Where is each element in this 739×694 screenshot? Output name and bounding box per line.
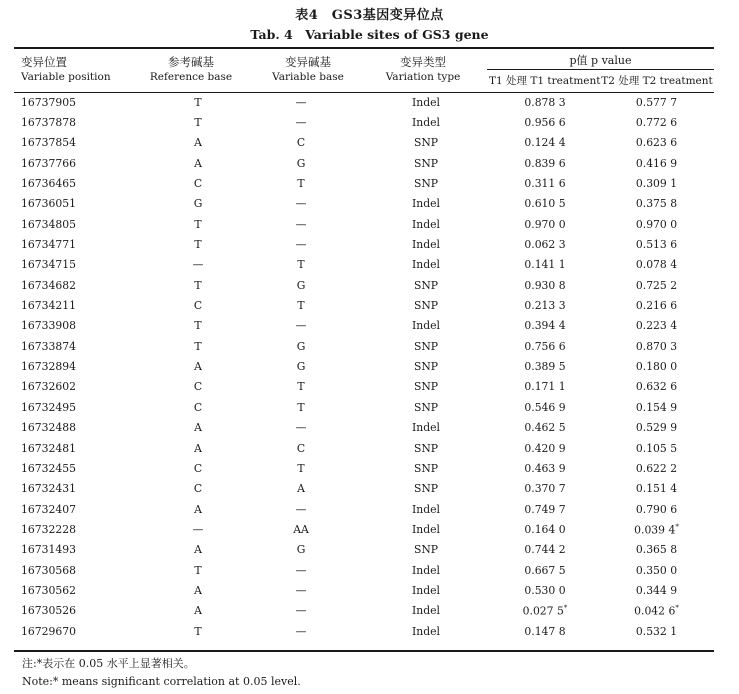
table-row [14,255,714,275]
cell-t1-pvalue: 0.930 8 [524,278,566,292]
cell-position: 16732488 [21,421,76,435]
cell-variation-type: Indel [412,421,440,435]
top-rule [14,47,714,49]
table-row [14,133,714,153]
cell-reference-base: — [192,522,204,536]
cell-t2-pvalue: 0.105 5 [635,441,678,455]
table-row [14,479,714,499]
cell-t2-pvalue: 0.622 2 [635,461,678,475]
cell-position: 16733874 [21,339,76,353]
header-p-value: p值 p value [569,54,632,67]
cell-position: 16731493 [21,543,76,557]
cell-reference-base: C [193,400,203,414]
header-t2-treatment: T2 处理 T2 treatment [601,75,713,87]
cell-t1-pvalue: 0.394 4 [524,319,566,333]
cell-reference-base: A [194,583,202,597]
significance-mark: * [563,603,568,612]
header-variation-type: 变异类型 Variation type [385,55,461,83]
cell-variation-type: Indel [412,522,440,536]
cell-variable-base: T [297,299,305,313]
cell-t1-pvalue: 0.839 6 [524,156,566,170]
cell-reference-base: A [194,156,202,170]
cell-position: 16729670 [21,624,76,638]
cell-position: 16734682 [21,278,76,292]
cell-t1-pvalue: 0.027 5* [522,603,568,618]
cell-t1-pvalue: 0.546 9 [524,400,566,414]
cell-reference-base: T [194,116,202,130]
table-row [14,173,714,193]
cell-variable-base: G [296,339,306,353]
cell-t2-pvalue: 0.039 4* [634,522,679,537]
table-row [14,112,714,132]
table-title-en: Tab. 4 Variable sites of GS3 gene [250,27,489,42]
cell-t2-pvalue: 0.216 6 [635,299,678,313]
table-row [14,356,714,376]
cell-position: 16732455 [21,461,76,475]
cell-reference-base: A [194,441,202,455]
note-en: Note:* means significant correlation at 0.05 level. [22,675,301,688]
cell-t2-pvalue: 0.375 8 [635,197,678,211]
table-row [14,540,714,560]
cell-position: 16732431 [21,482,76,496]
significance-mark: * [675,603,679,612]
table-row [14,621,714,641]
table-row [14,214,714,234]
cell-t1-pvalue: 0.756 6 [524,339,566,353]
cell-t2-pvalue: 0.623 6 [635,136,678,150]
cell-t1-pvalue: 0.462 5 [524,421,566,435]
cell-reference-base: T [194,339,202,353]
cell-reference-base: A [194,502,202,516]
cell-variation-type: Indel [412,624,440,638]
significance-mark: * [675,522,679,531]
variable-sites-table [14,92,714,641]
cell-t2-pvalue: 0.309 1 [635,177,678,191]
cell-reference-base: — [192,258,204,272]
cell-reference-base: A [194,421,202,435]
cell-reference-base: T [194,319,202,333]
table-row [14,336,714,356]
cell-reference-base: C [193,380,203,394]
cell-variation-type: Indel [412,258,440,272]
table-row [14,499,714,519]
cell-t2-pvalue: 0.529 9 [635,421,678,435]
cell-t2-pvalue: 0.180 0 [635,360,678,374]
cell-variation-type: Indel [412,604,440,618]
cell-variation-type: SNP [413,136,439,150]
cell-t2-pvalue: 0.632 6 [635,380,678,394]
cell-position: 16734715 [21,258,76,272]
cell-position: 16737878 [21,116,76,130]
cell-variable-base: — [295,502,307,516]
cell-variable-base: G [296,156,306,170]
cell-position: 16730526 [21,604,76,618]
cell-reference-base: T [194,624,202,638]
cell-variable-base: — [295,197,307,211]
p-value-rule [487,69,714,70]
cell-reference-base: T [194,95,202,109]
table-row [14,458,714,478]
cell-t1-pvalue: 0.370 7 [524,482,566,496]
table-row [14,438,714,458]
cell-t1-pvalue: 0.878 3 [524,95,566,109]
cell-variation-type: SNP [413,461,439,475]
cell-variable-base: G [296,278,306,292]
table-row [14,397,714,417]
cell-variation-type: SNP [413,339,439,353]
cell-variation-type: Indel [412,217,440,231]
cell-variable-base: — [295,604,307,618]
cell-t1-pvalue: 0.389 5 [524,360,566,374]
table-row [14,580,714,600]
cell-t2-pvalue: 0.223 4 [635,319,678,333]
table-row [14,153,714,173]
cell-variation-type: SNP [413,156,439,170]
cell-t2-pvalue: 0.532 1 [635,624,678,638]
cell-reference-base: A [194,543,202,557]
cell-variable-base: — [295,116,307,130]
header-t1-treatment: T1 处理 T1 treatment [489,75,601,87]
cell-t1-pvalue: 0.956 6 [524,116,566,130]
table-title-cn: 表4 GS3基因变异位点 [295,8,444,23]
cell-variation-type: SNP [413,278,439,292]
cell-t2-pvalue: 0.772 6 [635,116,678,130]
cell-t1-pvalue: 0.749 7 [524,502,566,516]
cell-variable-base: T [297,400,305,414]
cell-t1-pvalue: 0.530 0 [524,583,566,597]
cell-variable-base: G [296,360,306,374]
table-row [14,275,714,295]
cell-variable-base: T [297,258,305,272]
cell-variable-base: — [295,624,307,638]
cell-variable-base: G [296,543,306,557]
cell-position: 16737854 [21,136,76,150]
cell-t2-pvalue: 0.577 7 [635,95,678,109]
table-row [14,418,714,438]
cell-position: 16734211 [21,299,76,313]
cell-t2-pvalue: 0.154 9 [635,400,678,414]
header-reference-base: 参考碱基 Reference base [149,55,233,83]
cell-reference-base: C [193,177,203,191]
cell-t1-pvalue: 0.667 5 [524,563,566,577]
table-row [14,234,714,254]
cell-t1-pvalue: 0.124 4 [524,136,566,150]
table-row [14,601,714,621]
cell-variable-base: C [296,136,306,150]
cell-variable-base: — [295,217,307,231]
cell-t1-pvalue: 0.311 6 [524,177,566,191]
cell-reference-base: C [193,299,203,313]
cell-t1-pvalue: 0.610 5 [524,197,566,211]
cell-variation-type: Indel [412,197,440,211]
cell-reference-base: T [194,278,202,292]
table-row [14,377,714,397]
cell-t2-pvalue: 0.870 3 [635,339,678,353]
cell-variation-type: Indel [412,502,440,516]
cell-variation-type: Indel [412,116,440,130]
cell-variation-type: SNP [413,360,439,374]
cell-variable-base: A [297,482,305,496]
cell-variable-base: — [295,238,307,252]
cell-position: 16734771 [21,238,76,252]
cell-variable-base: AA [293,522,309,536]
cell-t2-pvalue: 0.344 9 [635,583,678,597]
cell-position: 16736465 [21,177,76,191]
bottom-rule [14,650,714,652]
cell-variation-type: SNP [413,543,439,557]
cell-t1-pvalue: 0.141 1 [524,258,566,272]
cell-variable-base: T [297,177,305,191]
cell-variation-type: SNP [413,380,439,394]
cell-position: 16736051 [21,197,76,211]
cell-variable-base: — [295,563,307,577]
cell-variable-base: C [296,441,306,455]
cell-t1-pvalue: 0.062 3 [524,238,566,252]
table-row [14,92,714,112]
cell-position: 16730568 [21,563,76,577]
cell-t2-pvalue: 0.790 6 [635,502,678,516]
cell-reference-base: G [193,197,203,211]
cell-position: 16737766 [21,156,76,170]
cell-position: 16732228 [21,522,76,536]
cell-reference-base: A [194,136,202,150]
cell-t1-pvalue: 0.164 0 [524,522,566,536]
cell-variation-type: Indel [412,238,440,252]
cell-position: 16732407 [21,502,76,516]
header-variable-base: 变异碱基 Variable base [272,55,344,83]
cell-position: 16732481 [21,441,76,455]
table-row [14,295,714,315]
cell-t2-pvalue: 0.042 6* [634,603,679,618]
cell-variation-type: Indel [412,319,440,333]
cell-t2-pvalue: 0.416 9 [635,156,678,170]
table-row [14,519,714,539]
cell-t1-pvalue: 0.171 1 [524,380,566,394]
cell-variation-type: SNP [413,441,439,455]
cell-variation-type: Indel [412,583,440,597]
cell-variation-type: SNP [413,482,439,496]
cell-position: 16732495 [21,400,76,414]
cell-t2-pvalue: 0.365 8 [635,543,678,557]
cell-variable-base: — [295,421,307,435]
cell-t2-pvalue: 0.151 4 [635,482,678,496]
table-row [14,316,714,336]
cell-variable-base: T [297,380,305,394]
header-position: 变异位置 Variable position [21,55,111,83]
cell-t2-pvalue: 0.350 0 [635,563,678,577]
table-row [14,560,714,580]
cell-t2-pvalue: 0.970 0 [635,217,678,231]
cell-t2-pvalue: 0.725 2 [635,278,678,292]
cell-t1-pvalue: 0.463 9 [524,461,566,475]
cell-position: 16732602 [21,380,76,394]
cell-reference-base: A [194,604,202,618]
cell-t2-pvalue: 0.078 4 [635,258,678,272]
cell-t1-pvalue: 0.970 0 [524,217,566,231]
cell-t1-pvalue: 0.420 9 [524,441,566,455]
cell-reference-base: T [194,238,202,252]
cell-variable-base: T [297,461,305,475]
cell-variation-type: SNP [413,400,439,414]
cell-t1-pvalue: 0.147 8 [524,624,566,638]
cell-variation-type: SNP [413,177,439,191]
cell-variation-type: SNP [413,299,439,313]
cell-position: 16734805 [21,217,76,231]
note-cn: 注:*表示在 0.05 水平上显著相关。 [22,657,195,670]
cell-variation-type: Indel [412,563,440,577]
cell-variable-base: — [295,319,307,333]
cell-t1-pvalue: 0.744 2 [524,543,566,557]
cell-reference-base: T [194,563,202,577]
cell-reference-base: A [194,360,202,374]
cell-reference-base: T [194,217,202,231]
cell-position: 16733908 [21,319,76,333]
cell-reference-base: C [193,461,203,475]
table-row [14,194,714,214]
cell-position: 16737905 [21,95,76,109]
cell-position: 16730562 [21,583,76,597]
cell-t1-pvalue: 0.213 3 [524,299,566,313]
cell-variable-base: — [295,95,307,109]
cell-t2-pvalue: 0.513 6 [635,238,678,252]
cell-variable-base: — [295,583,307,597]
cell-reference-base: C [193,482,203,496]
cell-variation-type: Indel [412,95,440,109]
cell-position: 16732894 [21,360,76,374]
